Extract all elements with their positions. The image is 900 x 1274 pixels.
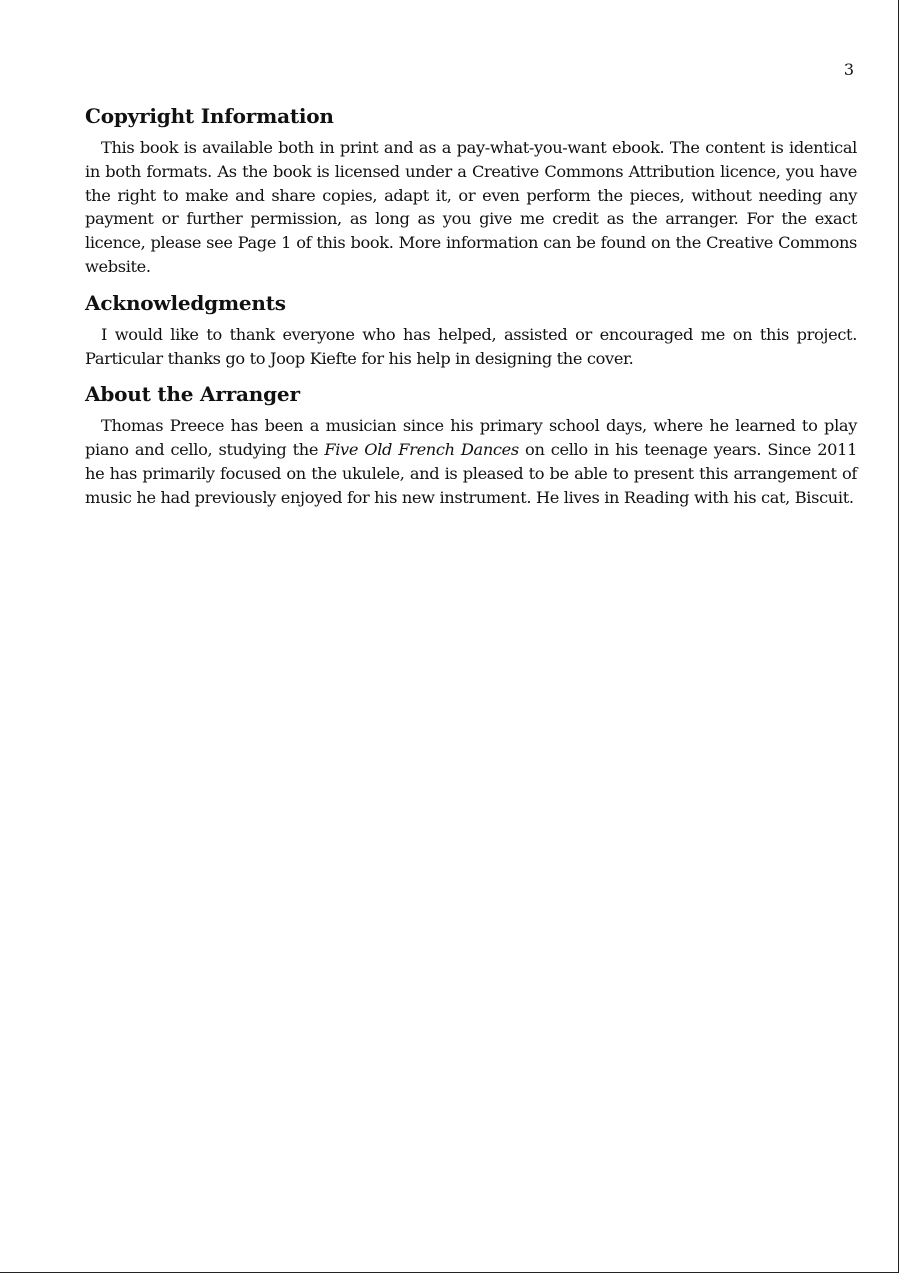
dance-title-italic: Five Old French Dances: [324, 440, 519, 460]
page-content: [85, 102, 857, 520]
page-number: 3: [843, 60, 854, 79]
copyright-heading: Copyright Information: [85, 104, 334, 128]
about-arranger-section: [85, 380, 857, 509]
about-text-end: on cello in his teenage years. Since 2011 he has primarily focused on the ukulele, and is pleased to be able to present this arrangement of music he had previously enjoyed for his new instrument. He lives in Reading with his cat, Biscuit.: [85, 440, 858, 507]
copyright-section: [85, 102, 857, 279]
acknowledgments-section: [85, 289, 857, 371]
about-arranger-paragraph: [85, 414, 857, 509]
acknowledgments-heading: Acknowledgments: [85, 290, 286, 315]
about-arranger-heading: About the Arranger: [85, 382, 300, 407]
about-text-start: Thomas Preece has been a musician since his primary school days, where he learned to play piano and cello, studying the: [85, 416, 857, 460]
acknowledgments-paragraph: I would like to thank everyone who has helped, assisted or encouraged me on this project. Particular thanks go to Joop Kiefte for his help in designing the cover.: [85, 324, 857, 368]
copyright-paragraph: This book is available both in print and as a pay-what-you-want ebook. The content is identical in both formats. As the book is licensed under a Creative Commons Attribution licence, you have the right to make and share copies, adapt it, or even perform the pieces, without needing any payment or further permission, as long as you give me credit as the arranger. For the exact licence, please see Page 1 of this book. More information can be found on the Creative Commons website.: [85, 138, 857, 276]
